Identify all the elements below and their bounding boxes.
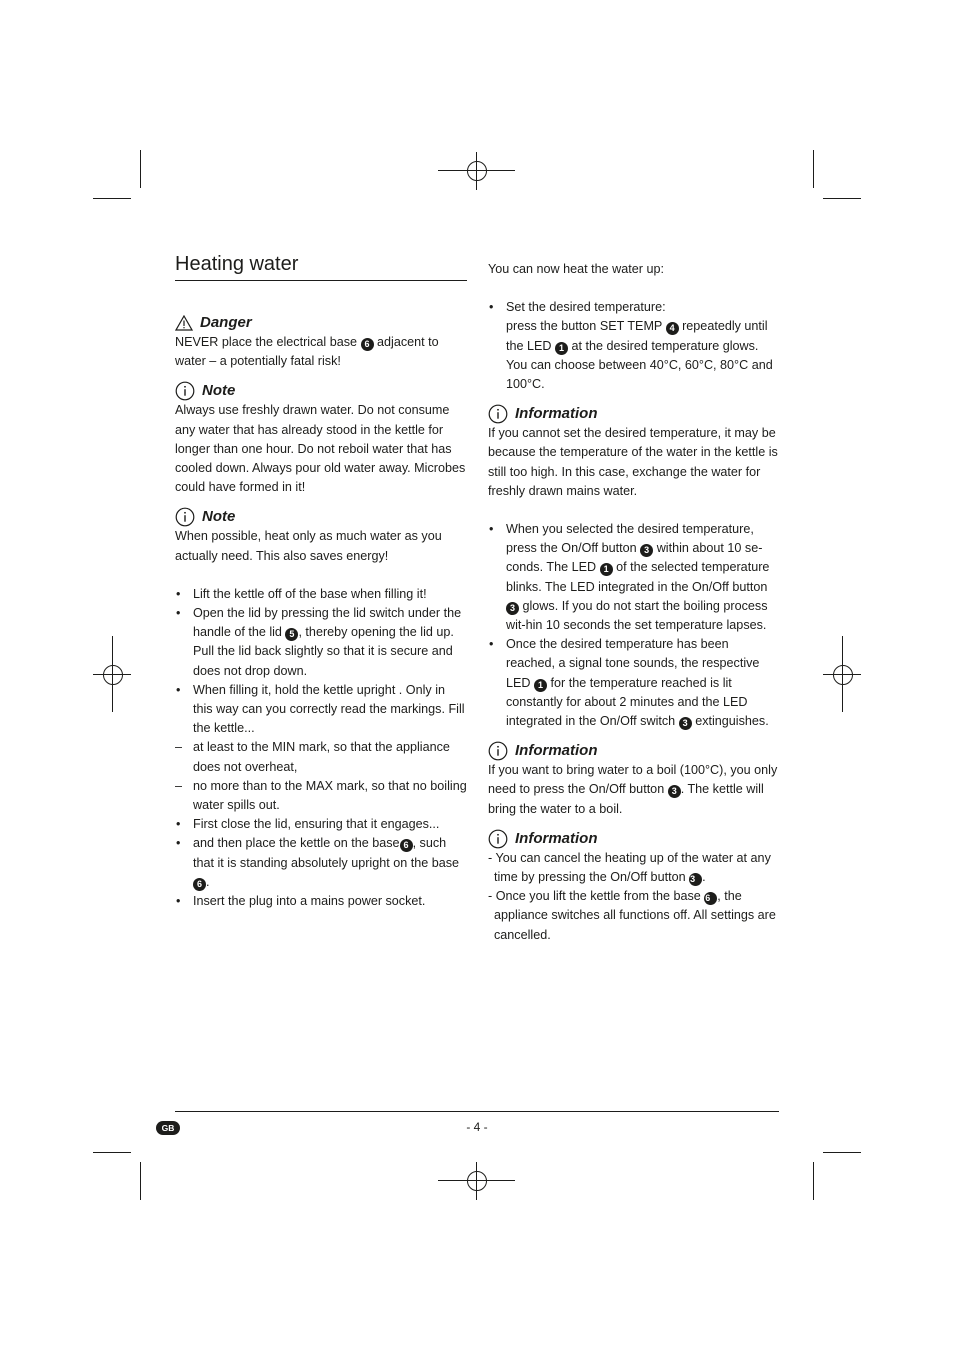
list-item: • Open the lid by pressing the lid switch under the handle of the lid 5 , thereby opening the lid up. Pull the lid back slightly so that it is secure and does not drop down. [176, 606, 462, 678]
part-number-badge: 1 [555, 342, 568, 355]
danger-label: Danger [200, 314, 252, 331]
crop-mark [813, 1162, 814, 1200]
danger-text: NEVER place the electrical base 6 adjacent to water – a potentially fatal risk! [175, 335, 439, 369]
crop-mark [140, 150, 141, 188]
info-icon [175, 507, 195, 527]
note-label: Note [202, 382, 236, 400]
information-heading [488, 404, 780, 424]
list-item: - Once you lift the kettle from the base 6 , the appliance switches all functions off. All settings are cancelled. [488, 889, 776, 942]
warning-icon [175, 315, 193, 331]
right-column [488, 260, 780, 945]
information-label: Information [515, 742, 598, 760]
note-block [175, 507, 467, 565]
note-block [175, 381, 467, 497]
part-number-badge: 3 [506, 602, 519, 615]
crop-mark [93, 1152, 131, 1153]
list-item: • Once the desired temperature has been reached, a signal tone sounds, the respective LED 1 for the temperature reached is lit constantly for about 2 minutes and the LED integrated in the On/Off switch 3 extinguishes. [489, 637, 769, 729]
part-number-badge: 3 [679, 717, 692, 730]
part-number-badge: 1 [600, 563, 613, 576]
part-number-badge: 6 [361, 338, 374, 351]
part-number-badge: 4 [666, 322, 679, 335]
list-item: – at least to the MIN mark, so that the appliance does not overheat, [175, 740, 450, 774]
list-item: • Lift the kettle off of the base when filling it! [176, 586, 427, 601]
danger-block [175, 313, 467, 371]
page-title: Heating water [175, 252, 467, 281]
intro-text: You can now heat the water up: [488, 262, 664, 276]
information-list [488, 849, 780, 945]
part-number-badge: 6 [400, 839, 413, 852]
crop-mark [140, 1162, 141, 1200]
heating-steps-list [488, 298, 780, 394]
note-text: When possible, heat only as much water as you actually need. This also saves energy! [175, 529, 442, 563]
list-item: • First close the lid, ensuring that it engages... [176, 817, 440, 832]
information-heading [488, 829, 780, 849]
note-heading [175, 507, 467, 527]
crop-mark [823, 198, 861, 199]
information-heading [488, 741, 780, 761]
registration-circle [833, 665, 853, 685]
info-icon [488, 829, 508, 849]
information-block [488, 404, 780, 501]
part-number-badge: 6 [193, 878, 206, 891]
filling-steps-list [175, 585, 467, 911]
part-number-badge: 1 [534, 679, 547, 692]
information-text: If you cannot set the desired temperature, it may be because the temperature of the water in the kettle is still too high. In this case, exchange the water for freshly drawn mains water. [488, 426, 778, 498]
list-item: • Insert the plug into a mains power socket. [176, 894, 426, 909]
note-label: Note [202, 508, 236, 526]
info-icon [488, 404, 508, 424]
part-number-badge: 3 [668, 785, 681, 798]
information-block [488, 741, 780, 819]
list-item: • Set the desired temperature: press the button SET TEMP 4 repeatedly until the LED 1 at the desired temperature glows. You can choose between 40°C, 60°C, 80°C and 100°C. [489, 300, 773, 392]
list-item: – no more than to the MAX mark, so that no boiling water spills out. [175, 778, 467, 813]
info-icon [175, 381, 195, 401]
crop-mark [93, 198, 131, 199]
left-column [175, 252, 467, 911]
info-icon [488, 741, 508, 761]
crop-mark [813, 150, 814, 188]
footer-divider [175, 1111, 779, 1112]
list-item: • When filling it, hold the kettle upright . Only in this way can you correctly read the markings. Fill the kettle... [176, 682, 465, 736]
part-number-badge: 6 [704, 892, 717, 905]
registration-circle [467, 1171, 487, 1191]
heating-steps-list-continued [488, 520, 780, 731]
list-item: - You can cancel the heating up of the water at any time by pressing the On/Off button 3 . [488, 850, 771, 885]
information-label: Information [515, 829, 598, 847]
danger-heading [175, 313, 467, 333]
information-text: If you want to bring water to a boil (100°C), you only need to press the On/Off button 3 . The kettle will bring the water to a boil. [488, 763, 778, 816]
registration-circle [103, 665, 123, 685]
list-item: • and then place the kettle on the base 6 , such that it is standing absolutely upright on the base 6 . [176, 836, 460, 889]
information-block [488, 829, 780, 945]
language-badge: GB [156, 1121, 180, 1135]
part-number-badge: 3 [689, 873, 702, 886]
crop-mark [823, 1152, 861, 1153]
registration-circle [467, 161, 487, 181]
list-item: • When you selected the desired temperature, press the On/Off button 3 within about 10 se-conds. The LED 1 of the selected temperature blinks. The LED integrated in the On/Off button 3 glows. If you do not start the boiling process wit-hin 10 seconds the set temperature lapses. [489, 522, 770, 633]
information-label: Information [515, 405, 598, 423]
part-number-badge: 3 [640, 544, 653, 557]
note-text: Always use freshly drawn water. Do not consume any water that has already stood in the kettle for longer than one hour. Do not reboil water that has cooled down. Always pour old water away. Microbes could have formed in it! [175, 403, 466, 495]
page-number: - 4 - [466, 1120, 488, 1134]
part-number-badge: 5 [285, 628, 298, 641]
note-heading [175, 381, 467, 401]
